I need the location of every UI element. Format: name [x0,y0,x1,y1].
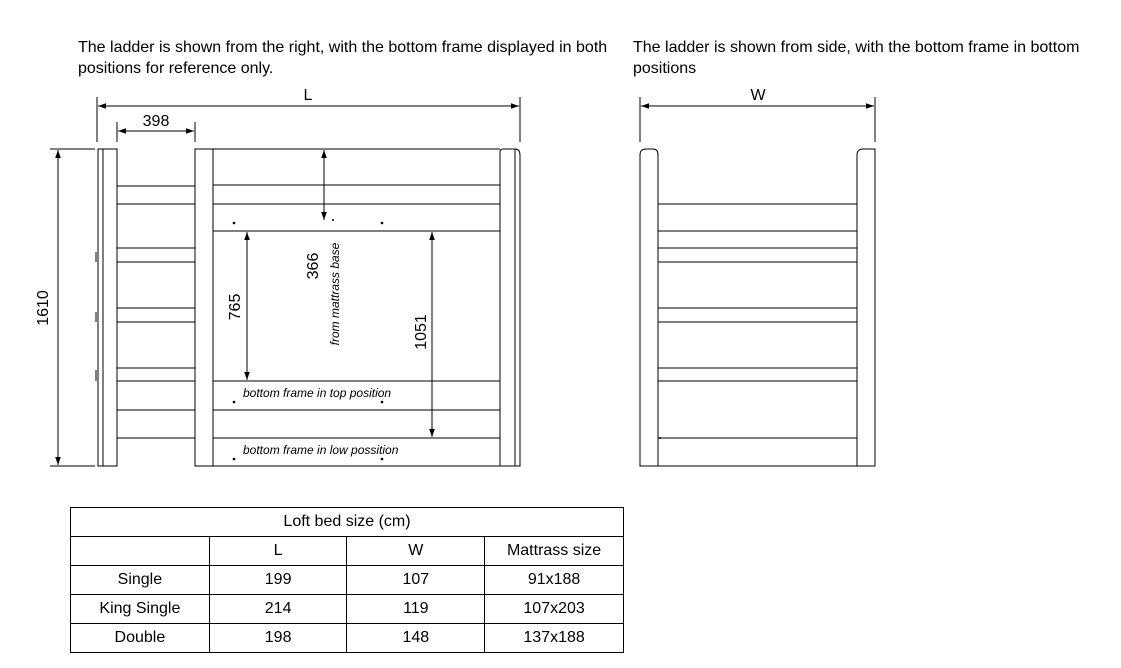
table-header: L [209,537,347,566]
table-title: Loft bed size (cm) [71,508,624,537]
table-cell-w: 119 [347,595,485,624]
table-cell-mattress: 107x203 [485,595,624,624]
table-cell-w: 148 [347,624,485,653]
dimension-366-label: 366 [305,252,322,280]
dimension-1051-label: 1051 [413,314,430,350]
table-header: Mattrass size [485,537,624,566]
note-top-position: bottom frame in top position [243,386,392,400]
table-title-row [71,508,624,537]
side-view [640,97,875,466]
dimension-765-label: 765 [227,293,244,321]
dimension-w-label: W [750,87,766,104]
right-post [500,149,520,466]
ladder-rung [117,308,195,322]
table-row [71,595,624,624]
table-cell-size: Double [71,624,210,653]
table-cell-l: 214 [209,595,347,624]
front-view [50,97,520,466]
dimension-l-label: L [303,87,313,104]
side-post-left [640,149,658,466]
size-table [70,507,624,653]
ladder-rung [117,248,195,262]
table-row [71,566,624,595]
table-cell-size: Single [71,566,210,595]
ladder-post-right [195,149,213,466]
note-low-position: bottom frame in low possition [243,443,399,457]
caption-right: The ladder is shown from side, with the bottom frame in bottom positions [633,39,1080,77]
table-cell-l: 199 [209,566,347,595]
table-header: W [347,537,485,566]
table-row [71,624,624,653]
dimension-366-note: from mattrass base [328,242,342,346]
side-post-right [857,149,875,466]
table-cell-size: King Single [71,595,210,624]
dimension-398-label: 398 [142,113,170,130]
table-cell-mattress: 91x188 [485,566,624,595]
table-cell-w: 107 [347,566,485,595]
fixing-dots [233,219,661,460]
table-header [71,537,210,566]
ladder-post-left [98,149,117,466]
caption-left: The ladder is shown from the right, with the bottom frame displayed in both positions for reference only. [78,39,608,77]
table-cell-mattress: 137x188 [485,624,624,653]
ladder-rung [117,368,195,381]
dimension-1610-label: 1610 [35,290,52,326]
table-cell-l: 198 [209,624,347,653]
table-header-row [71,537,624,566]
